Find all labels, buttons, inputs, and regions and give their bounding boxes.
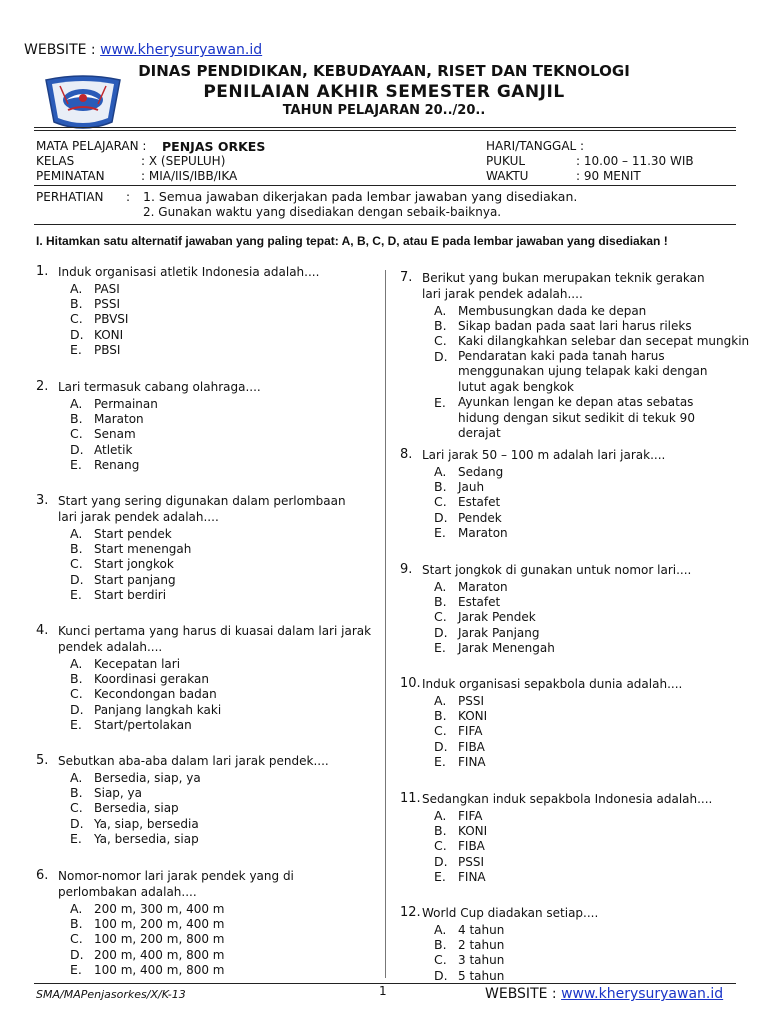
answer-option	[434, 479, 508, 494]
answer-option	[70, 281, 128, 296]
answer-options	[70, 281, 128, 357]
question-stem-line: Nomor-nomor lari jarak pendek yang di	[58, 869, 294, 883]
option-letter: C.	[70, 311, 83, 327]
question-stem	[58, 868, 294, 900]
option-letter: E.	[70, 961, 82, 977]
option-text: FIBA	[458, 739, 485, 754]
option-letter: E.	[434, 524, 446, 540]
answer-options	[70, 656, 221, 732]
option-text: Bersedia, siap, ya	[94, 771, 201, 785]
option-letter: C.	[434, 723, 447, 739]
option-text: Maraton	[458, 525, 508, 540]
option-text: Permainan	[94, 397, 158, 411]
option-letter: B.	[70, 411, 83, 427]
notice-item-1: 1. Semua jawaban dikerjakan pada lembar jawaban yang disediakan.	[143, 189, 578, 204]
option-letter: C.	[70, 556, 83, 572]
option-letter: C.	[70, 800, 83, 816]
answer-option	[70, 442, 158, 457]
option-letter: D.	[434, 967, 448, 983]
info-divider	[34, 185, 736, 186]
question-stem-line: Sedangkan induk sepakbola Indonesia adalah....	[422, 792, 713, 806]
class-value: : X (SEPULUH)	[141, 154, 226, 168]
option-letter: B.	[434, 318, 447, 334]
answer-options	[434, 464, 508, 540]
answer-option	[70, 671, 221, 686]
question-stem	[422, 676, 682, 692]
answer-option	[70, 411, 158, 426]
option-text: Kecondongan badan	[94, 687, 217, 702]
option-text: Kaki dilangkahkan selebar dan secepat mungkin	[458, 334, 750, 349]
answer-option	[434, 754, 487, 769]
page-number: 1	[379, 984, 387, 998]
answer-option	[434, 494, 508, 509]
class-label: KELAS	[36, 154, 75, 168]
option-letter: D.	[434, 509, 448, 525]
option-letter: D.	[70, 571, 84, 587]
option-text: PSSI	[458, 854, 485, 869]
option-text: Membusungkan dada ke depan	[458, 304, 647, 318]
question-stem	[58, 264, 319, 280]
option-text: Start jongkok	[94, 557, 174, 572]
question-stem-line: lari jarak pendek adalah....	[422, 287, 583, 301]
option-letter: B.	[434, 708, 447, 724]
option-letter: A.	[70, 526, 83, 541]
option-text: 100 m, 200 m, 800 m	[94, 932, 225, 947]
footer-website	[485, 986, 723, 1002]
question-stem-line: Start jongkok di gunakan untuk nomor lari....	[422, 563, 692, 577]
answer-option	[434, 318, 749, 333]
option-text: FINA	[458, 869, 486, 884]
option-text: 3 tahun	[458, 953, 505, 968]
question-stem	[422, 905, 598, 921]
option-text: PASI	[94, 282, 120, 296]
answer-option	[434, 952, 504, 967]
answer-option	[434, 808, 487, 823]
time-label: PUKUL	[486, 154, 526, 168]
answer-options	[434, 693, 487, 769]
option-letter: A.	[70, 770, 83, 785]
question-stem	[422, 447, 665, 463]
answer-options	[434, 303, 749, 442]
option-letter: D.	[70, 441, 84, 457]
specialization-label: PEMINATAN	[36, 169, 105, 183]
option-letter: E.	[434, 868, 446, 884]
option-text: Pendek	[458, 510, 502, 525]
header-exam-title: PENILAIAN AKHIR SEMESTER GANJIL	[203, 82, 565, 102]
option-text: PBVSI	[94, 312, 129, 327]
answer-option	[434, 708, 487, 723]
option-letter: E.	[70, 586, 82, 602]
answer-option	[434, 303, 749, 318]
answer-options	[434, 579, 555, 655]
option-text: 5 tahun	[458, 968, 505, 983]
answer-option	[70, 702, 221, 717]
answer-option	[70, 916, 224, 931]
question-number: 3.	[36, 493, 49, 508]
option-letter: A.	[70, 656, 83, 671]
option-letter: D.	[434, 348, 448, 364]
option-letter: B.	[434, 594, 447, 610]
answer-option	[70, 426, 158, 441]
answer-option	[434, 838, 487, 853]
option-text: Start menengah	[94, 542, 192, 557]
answer-option	[70, 686, 221, 701]
question-stem-line: Sebutkan aba-aba dalam lari jarak pendek....	[58, 754, 329, 768]
answer-options	[434, 808, 487, 884]
option-text: KONI	[94, 327, 124, 342]
answer-option	[70, 931, 224, 946]
date-label: HARI/TANGGAL :	[486, 139, 585, 153]
option-letter: E.	[434, 395, 446, 411]
question-stem-line: Induk organisasi sepakbola dunia adalah....	[422, 677, 683, 691]
option-letter: A.	[70, 281, 83, 296]
option-text: Senam	[94, 427, 136, 442]
option-text: Siap, ya	[94, 786, 143, 801]
answer-option	[434, 525, 508, 540]
option-text: Panjang langkah kaki	[94, 702, 222, 717]
option-text: Renang	[94, 457, 140, 472]
question-stem	[58, 493, 346, 525]
option-text: 200 m, 300 m, 400 m	[94, 902, 225, 916]
answer-option	[70, 457, 158, 472]
notice-item-2: 2. Gunakan waktu yang disediakan dengan sebaik-baiknya.	[143, 205, 502, 219]
answer-option	[70, 962, 224, 977]
answer-options	[70, 396, 158, 472]
answer-option	[434, 640, 555, 655]
option-letter: A.	[70, 901, 83, 916]
option-text: Maraton	[458, 580, 508, 594]
question-stem-line: Start yang sering digunakan dalam perlombaan	[58, 494, 346, 508]
question-number: 1.	[36, 264, 49, 279]
duration-label: WAKTU	[486, 169, 529, 183]
answer-option	[434, 723, 487, 738]
question-number: 9.	[400, 562, 413, 577]
answer-option	[70, 717, 221, 732]
answer-option	[434, 464, 508, 479]
option-text: Kecepatan lari	[94, 657, 181, 671]
question-stem-line: Induk organisasi atletik Indonesia adalah....	[58, 265, 320, 279]
notice-colon: :	[126, 190, 131, 204]
question-stem-line: Lari termasuk cabang olahraga....	[58, 380, 261, 394]
question-stem	[422, 270, 705, 302]
answer-option	[434, 968, 504, 983]
question-stem	[58, 623, 371, 655]
question-stem	[422, 791, 712, 807]
option-letter: A.	[434, 693, 447, 708]
option-letter: D.	[70, 326, 84, 342]
header-academic-year: TAHUN PELAJARAN 20../20..	[282, 103, 486, 118]
option-letter: D.	[434, 853, 448, 869]
option-letter: D.	[70, 946, 84, 962]
answer-option	[70, 541, 191, 556]
option-text: Ya, siap, bersedia	[94, 816, 199, 831]
website-label: WEBSITE :	[24, 42, 101, 58]
answer-option	[70, 311, 128, 326]
option-text: PSSI	[94, 297, 121, 312]
option-text: Start pendek	[94, 527, 172, 541]
option-text: Jarak Menengah	[458, 640, 555, 655]
option-letter: D.	[70, 701, 84, 717]
footer-website-label: WEBSITE :	[485, 986, 562, 1002]
option-text: 4 tahun	[458, 923, 505, 937]
option-letter: C.	[434, 952, 447, 968]
subject-value: PENJAS ORKES	[162, 139, 266, 154]
option-text: Jarak Pendek	[458, 610, 536, 625]
answer-option	[70, 572, 191, 587]
option-letter: B.	[434, 479, 447, 495]
answer-option	[70, 785, 201, 800]
question-stem-line: lari jarak pendek adalah....	[58, 510, 219, 524]
option-text: Bersedia, siap	[94, 801, 179, 816]
question-stem-line: Berikut yang bukan merupakan teknik gerakan	[422, 271, 705, 285]
question-stem-line: pendek adalah....	[58, 640, 163, 654]
option-letter: B.	[70, 916, 83, 932]
option-text: Start panjang	[94, 572, 176, 587]
option-letter: B.	[434, 823, 447, 839]
answer-option	[70, 816, 201, 831]
answer-option	[434, 937, 504, 952]
answer-options	[70, 770, 201, 846]
option-letter: C.	[434, 609, 447, 625]
option-letter: B.	[70, 296, 83, 312]
answer-options	[70, 901, 224, 977]
answer-option	[70, 396, 158, 411]
option-letter: C.	[434, 494, 447, 510]
answer-option	[434, 609, 555, 624]
question-number: 11.	[400, 791, 421, 806]
answer-option	[434, 739, 487, 754]
answer-option	[434, 693, 487, 708]
option-letter: A.	[434, 808, 447, 823]
answer-option	[70, 296, 128, 311]
option-letter: B.	[70, 541, 83, 557]
option-letter: C.	[70, 426, 83, 442]
question-number: 4.	[36, 623, 49, 638]
question-number: 8.	[400, 447, 413, 462]
answer-option	[70, 831, 201, 846]
option-letter: D.	[434, 738, 448, 754]
question-number: 2.	[36, 379, 49, 394]
notice-divider	[34, 224, 736, 225]
question-number: 6.	[36, 868, 49, 883]
answer-option	[434, 333, 749, 348]
option-text: 100 m, 200 m, 400 m	[94, 917, 225, 932]
option-letter: B.	[434, 937, 447, 953]
option-text: FINA	[458, 754, 486, 769]
option-text: Start berdiri	[94, 587, 167, 602]
header-agency: DINAS PENDIDIKAN, KEBUDAYAAN, RISET DAN TEKNOLOGI	[138, 62, 630, 80]
option-text: Atletik	[94, 442, 133, 457]
option-letter: A.	[434, 464, 447, 479]
question-stem-line: Lari jarak 50 – 100 m adalah lari jarak....	[422, 448, 666, 462]
answer-option	[70, 947, 224, 962]
option-text: Sedang	[458, 465, 504, 479]
option-letter: A.	[434, 303, 447, 318]
answer-option	[434, 594, 555, 609]
option-letter: A.	[434, 922, 447, 937]
option-letter: E.	[70, 456, 82, 472]
exam-info	[0, 0, 768, 200]
option-letter: E.	[70, 716, 82, 732]
option-letter: E.	[434, 639, 446, 655]
option-text: 2 tahun	[458, 938, 505, 953]
answer-option	[434, 823, 487, 838]
answer-option	[70, 770, 201, 785]
website-link[interactable]: www.kherysuryawan.id	[100, 42, 263, 58]
option-text: PSSI	[458, 694, 485, 708]
option-text: Start/pertolakan	[94, 717, 192, 732]
option-text: KONI	[458, 709, 488, 724]
option-text: Ya, bersedia, siap	[94, 831, 199, 846]
option-text: FIFA	[458, 724, 483, 739]
answer-option	[434, 625, 555, 640]
answer-option	[434, 510, 508, 525]
question-stem	[58, 379, 261, 395]
answer-option	[70, 800, 201, 815]
question-number: 5.	[36, 753, 49, 768]
question-stem	[58, 753, 329, 769]
specialization-value: : MIA/IIS/IBB/IKA	[141, 169, 238, 183]
option-text: Maraton	[94, 412, 144, 427]
time-value: : 10.00 – 11.30 WIB	[576, 154, 694, 168]
option-text: Ayunkan lengan ke depan atas sebatas hidung dengan sikut sedikit di tekuk 90 derajat	[458, 395, 695, 441]
answer-option	[70, 342, 128, 357]
footer-code: SMA/MAPenjasorkes/X/K-13	[36, 988, 186, 1001]
option-text: 200 m, 400 m, 800 m	[94, 947, 225, 962]
option-letter: E.	[70, 341, 82, 357]
duration-value: : 90 MENIT	[576, 169, 641, 183]
question-number: 10.	[400, 676, 421, 691]
subject-label: MATA PELAJARAN :	[36, 139, 147, 153]
option-letter: C.	[70, 686, 83, 702]
answer-option	[434, 854, 487, 869]
option-text: Jarak Panjang	[458, 625, 540, 640]
answer-option	[70, 526, 191, 541]
answer-option	[70, 656, 221, 671]
notice-label: PERHATIAN	[36, 190, 104, 204]
answer-option	[434, 579, 555, 594]
option-letter: D.	[434, 624, 448, 640]
answer-option	[434, 395, 749, 442]
option-letter: A.	[434, 579, 447, 594]
answer-options	[70, 526, 191, 602]
answer-option	[434, 922, 504, 937]
option-letter: B.	[70, 671, 83, 687]
option-text: KONI	[458, 824, 488, 839]
column-divider	[385, 270, 386, 978]
answer-option	[70, 327, 128, 342]
answer-option	[434, 869, 487, 884]
question-number: 12.	[400, 905, 421, 920]
question-number: 7.	[400, 270, 413, 285]
option-text: Jauh	[458, 480, 485, 495]
question-stem-line: Kunci pertama yang harus di kuasai dalam lari jarak	[58, 624, 372, 638]
option-letter: A.	[70, 396, 83, 411]
option-text: Pendaratan kaki pada tanah harus menggunakan ujung telapak kaki dengan lutut agak bengkok	[458, 348, 708, 394]
option-text: 100 m, 400 m, 800 m	[94, 962, 225, 977]
option-text: Sikap badan pada saat lari harus rileks	[458, 319, 692, 334]
option-letter: E.	[434, 753, 446, 769]
question-stem	[422, 562, 691, 578]
option-letter: B.	[70, 785, 83, 801]
section-instruction: I. Hitamkan satu alternatif jawaban yang paling tepat: A, B, C, D, atau E pada lembar jawaban yang disediakan !	[36, 234, 668, 248]
answer-options	[434, 922, 504, 983]
option-letter: C.	[434, 333, 447, 349]
option-text: FIBA	[458, 839, 485, 854]
answer-option	[70, 901, 224, 916]
option-text: PBSI	[94, 342, 121, 357]
option-text: Koordinasi gerakan	[94, 672, 209, 687]
option-text: Estafet	[458, 595, 501, 610]
option-letter: C.	[434, 838, 447, 854]
option-text: FIFA	[458, 809, 483, 823]
answer-option	[70, 587, 191, 602]
question-stem-line: perlombakan adalah....	[58, 885, 197, 899]
option-text: Estafet	[458, 495, 501, 510]
answer-option	[434, 349, 749, 396]
question-stem-line: World Cup diadakan setiap....	[422, 906, 599, 920]
option-letter: E.	[70, 830, 82, 846]
option-letter: C.	[70, 931, 83, 947]
answer-option	[70, 556, 191, 571]
option-letter: D.	[70, 815, 84, 831]
footer-website-link[interactable]: www.kherysuryawan.id	[561, 986, 724, 1002]
